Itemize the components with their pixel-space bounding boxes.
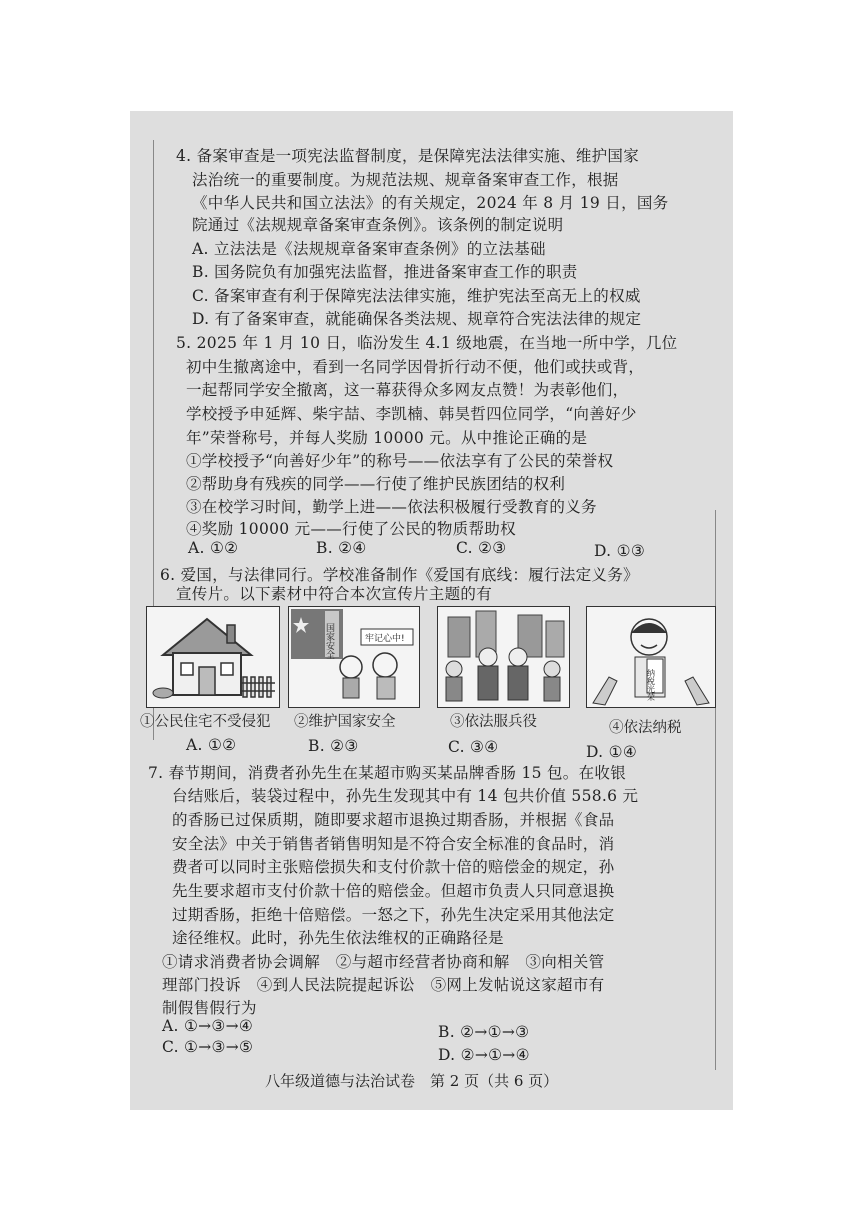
q6-option-d: D. ①④ [586, 743, 638, 761]
tax-sign-text: 纳税光荣 [646, 669, 656, 701]
q7-stem-line-8: 途径维权。此时，孙先生依法维权的正确路径是 [172, 929, 504, 947]
q7-stem-line-3: 的香肠已过保质期，随即要求超市退换过期香肠，并根据《食品 [172, 811, 615, 829]
q7-stem-line-1: 7. 春节期间，消费者孙先生在某超市购买某品牌香肠 15 包。在收银 [148, 764, 626, 782]
q6-option-a: A. ①② [186, 736, 237, 754]
q7-option-b: B. ②→①→③ [438, 1023, 530, 1041]
q5-stem-line-5: 年”荣誉称号，并每人奖励 10000 元。从中推论正确的是 [186, 429, 588, 447]
image-national-security [288, 606, 420, 708]
q7-stem-line-5: 费者可以同时主张赔偿损失和支付价款十倍的赔偿金的规定，孙 [172, 858, 615, 876]
q4-option-b: B. 国务院负有加强宪法监督，推进备案审查工作的职责 [192, 263, 578, 281]
q7-option-d: D. ②→①→④ [438, 1046, 530, 1064]
q7-stem-line-7: 过期香肠，拒绝十倍赔偿。一怒之下，孙先生决定采用其他法定 [172, 906, 615, 924]
q7-item-line-1: ①请求消费者协会调解 ②与超市经营者协商和解 ③向相关管 [162, 953, 605, 971]
q4-stem-line-3: 《中华人民共和国立法法》的有关规定，2024 年 8 月 19 日，国务 [192, 194, 669, 212]
q7-stem-line-2: 台结账后，装袋过程中，孙先生发现其中有 14 包共价值 558.6 元 [172, 787, 639, 805]
q4-option-a: A. 立法法是《法规规章备案审查条例》的立法基础 [192, 240, 546, 258]
q5-stem-line-3: 一起帮同学安全撤离，这一幕获得众多网友点赞！为表彰他们， [186, 381, 629, 399]
q7-item-line-2: 理部门投诉 ④到人民法院提起诉讼 ⑤网上发帖说这家超市有 [162, 976, 605, 994]
caption-2: ②维护国家安全 [294, 714, 396, 730]
margin-rule-right [715, 510, 716, 1070]
flag-text: 国家安全 [324, 623, 334, 659]
q7-stem-line-4: 安全法》中关于销售者销售明知是不符合安全标准的食品时，消 [172, 835, 615, 853]
image-pay-taxes [586, 606, 716, 708]
q5-option-d: D. ①③ [594, 542, 646, 560]
page-footer: 八年级道德与法治试卷 第 2 页（共 6 页） [265, 1072, 559, 1090]
q5-option-c: C. ②③ [456, 539, 507, 557]
q6-stem-line-1: 6. 爱国，与法律同行。学校准备制作《爱国有底线：履行法定义务》 [160, 566, 639, 584]
q7-item-line-3: 制假售假行为 [162, 999, 257, 1017]
q5-stem-line-1: 5. 2025 年 1 月 10 日，临汾发生 4.1 级地震，在当地一所中学，几位 [176, 334, 678, 352]
q5-item-4: ④奖励 10000 元——行使了公民的物质帮助权 [186, 520, 516, 538]
q5-stem-line-2: 初中生撤离途中，看到一名同学因骨折行动不便，他们或扶或背， [186, 358, 645, 376]
caption-1: ①公民住宅不受侵犯 [140, 714, 271, 730]
q6-option-b: B. ②③ [308, 737, 359, 755]
q5-stem-line-4: 学校授予申延辉、柴宇喆、李凯楠、韩昊哲四位同学，“向善好少 [186, 405, 637, 423]
q5-item-2: ②帮助身有残疾的同学——行使了维护民族团结的权利 [186, 475, 566, 493]
q4-option-c: C. 备案审查有利于保障宪法法律实施，维护宪法至高无上的权威 [192, 287, 641, 305]
image-house [146, 606, 280, 708]
q7-option-a: A. ①→③→④ [162, 1017, 254, 1035]
q5-option-b: B. ②④ [316, 539, 367, 557]
caption-4: ④依法纳税 [609, 720, 682, 736]
q4-stem-line-2: 法治统一的重要制度。为规范法规、规章备案审查工作，根据 [192, 171, 619, 189]
sign-text: 牢记心中! [365, 634, 405, 644]
q5-item-3: ③在校学习时间，勤学上进——依法积极履行受教育的义务 [186, 498, 597, 516]
caption-3: ③依法服兵役 [450, 714, 537, 730]
q6-stem-line-2: 宣传片。以下素材中符合本次宣传片主题的有 [176, 585, 493, 603]
image-military-service [437, 606, 570, 708]
q4-stem-line-4: 院通过《法规规章备案审查条例》。该条例的制定说明 [192, 216, 564, 234]
q5-option-a: A. ①② [188, 539, 239, 557]
q5-item-1: ①学校授予“向善好少年”的称号——依法享有了公民的荣誉权 [186, 452, 614, 470]
q4-option-d: D. 有了备案审查，就能确保各类法规、规章符合宪法法律的规定 [192, 310, 642, 328]
q6-option-c: C. ③④ [448, 738, 499, 756]
q7-stem-line-6: 先生要求超市支付价款十倍的赔偿金。但超市负责人只同意退换 [172, 882, 615, 900]
q4-stem-line-1: 4. 备案审查是一项宪法监督制度，是保障宪法法律实施、维护国家 [176, 147, 640, 165]
q7-option-c: C. ①→③→⑤ [162, 1038, 254, 1056]
